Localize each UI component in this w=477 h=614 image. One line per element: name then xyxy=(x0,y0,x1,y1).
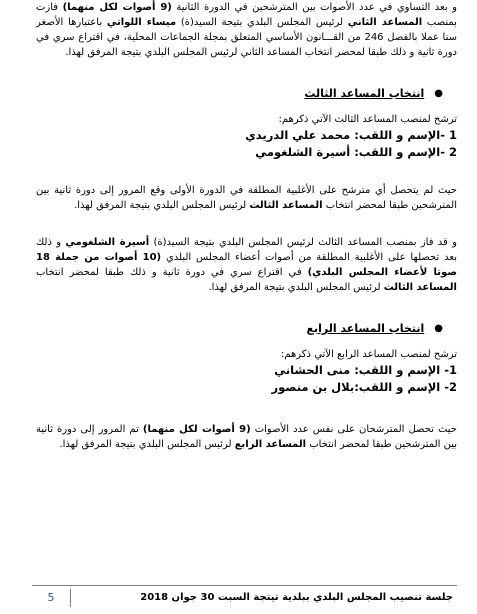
bold-run: (9 أصوات لكل منهما) xyxy=(142,424,251,435)
bold-run: (9 أصوات لكل منهما) xyxy=(62,2,172,13)
text-run: لرئيس المجلس البلدي بتيجة السيد(ة) xyxy=(176,17,348,28)
candidate-item: 2 -الإسم و اللقب: أسيرة الشلغومي xyxy=(255,145,457,159)
candidate-item: 2- الإسم و اللقب:بلال بن منصور xyxy=(271,380,457,394)
candidate-item: 1 -الإسم و اللقب: محمد علي الدريدي xyxy=(245,128,457,142)
text-run: لرئيس المجلس البلدي بتيجة المرفق لهذا. xyxy=(59,439,235,450)
candidates-intro: ترشح لمنصب المساعد الرابع الآتي ذكرهم: xyxy=(280,349,457,360)
candidates-intro: ترشح لمنصب المساعد الثالث الآتي ذكرهم: xyxy=(278,114,457,125)
section-heading-third-assistant xyxy=(36,86,443,102)
paragraph-third-assistant-round xyxy=(36,183,457,213)
text-run: و قد فاز بمنصب المساعد الثالث لرئيس المجلس البلدي بتيجة السيد(ة) xyxy=(149,237,457,248)
bold-run: (10 أصوات من جملة 18 صوتا لأعضاء المجلس البلدي) xyxy=(36,252,457,278)
text-run: باعتبارها الأصغر سنا عملا بالفصل 246 من القـــانون الأساسي المتعلق بمجلة الجماعات المحلية، في اقتراع سري في دورة ثانية و ذلك طبقا لمحضر انتخاب المساعد الثاني لرئيس المجلس البلدي بتيجة المرفق لهذا. xyxy=(36,17,457,58)
text-run: حيث تحصل المترشحان على نفس عدد الأصوات xyxy=(250,424,457,435)
candidate-item: 1- الإسم و اللقب: منى الحشاني xyxy=(274,363,457,377)
paragraph-fourth-assistant-round xyxy=(36,422,457,452)
bold-run: المساعد الثالث xyxy=(249,200,323,211)
page-footer xyxy=(32,585,457,610)
section-title: انتخاب المساعد الرابع xyxy=(306,322,425,335)
bullet-icon: ● xyxy=(434,323,443,334)
text-run: حيث لم يتحصل أي مترشح على الأغلبية المطلقة في الدورة الأولى وقع المرور إلى دورة ثانية بين المترشحين طبقا لمحضر انتخاب xyxy=(36,185,457,211)
bold-run: المساعد الثاني xyxy=(347,17,423,28)
bold-run: المساعد الثالث xyxy=(383,282,457,293)
text-run: تم المرور إلى دورة ثانية بين المترشحين طبقا لمحضر انتخاب xyxy=(36,424,457,450)
bullet-icon: ● xyxy=(434,88,443,99)
text-run: لرئيس المجلس البلدي بتيجة المرفق لهذا. xyxy=(74,200,250,211)
text-run: في اقتراع سري في دورة ثانية و ذلك طبقا لمحضر انتخاب xyxy=(36,267,308,278)
document-body xyxy=(36,0,457,452)
text-run: و بعد التساوي في عدد الأصوات بين المترشحين في الدورة الثانية xyxy=(171,2,458,13)
footer-caption: جلسة تنصيب المجلس البلدي ببلدية تيتجة السبت 30 جوان 2018 xyxy=(140,592,453,603)
bold-run: المساعد الرابع xyxy=(234,439,307,450)
section-heading-fourth-assistant xyxy=(36,321,443,337)
paragraph-third-assistant-result xyxy=(36,235,457,295)
text-run: لرئيس المجلس البلدي بتيجة المرفق لهذا. xyxy=(208,282,384,293)
section-title: انتخاب المساعد الثالث xyxy=(304,87,425,100)
bold-run: أسيرة الشلغومي xyxy=(65,237,150,248)
paragraph-second-assistant-result xyxy=(36,0,457,60)
bold-run: ميساء اللواتي xyxy=(106,17,177,28)
text-run: و ذلك بعد تحصلها على الأغلبية المطلقة من أصوات أعضاء المجلس البلدي xyxy=(36,237,457,263)
text-run: فازت بمنصب xyxy=(36,2,457,28)
page-number: 5 xyxy=(32,589,71,607)
